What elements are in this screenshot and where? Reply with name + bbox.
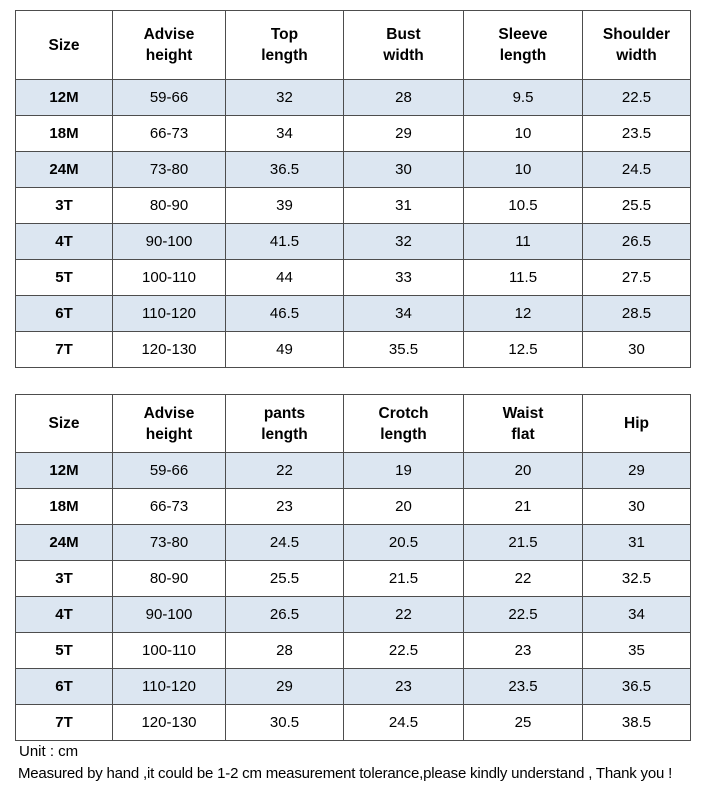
- measurement-cell: 32: [344, 224, 464, 260]
- measurement-cell: 10.5: [464, 188, 583, 224]
- measurement-cell: 32: [226, 80, 344, 116]
- measurement-cell: 10: [464, 116, 583, 152]
- measurement-cell: 9.5: [464, 80, 583, 116]
- table-row: [16, 188, 691, 224]
- measurement-cell: 36.5: [226, 152, 344, 188]
- measurement-cell: 21.5: [344, 561, 464, 597]
- measurement-cell: 24.5: [344, 705, 464, 741]
- measurement-cell: 28.5: [583, 296, 691, 332]
- measurement-cell: 28: [344, 80, 464, 116]
- table-row: [16, 489, 691, 525]
- header-shoulder-width: Shoulder width: [583, 11, 691, 80]
- measurement-cell: 38.5: [583, 705, 691, 741]
- measurement-cell: 44: [226, 260, 344, 296]
- measurement-cell: 22: [344, 597, 464, 633]
- measurement-cell: 23: [464, 633, 583, 669]
- measurement-cell: 80-90: [113, 188, 226, 224]
- table-row: [16, 296, 691, 332]
- table-row: [16, 525, 691, 561]
- table-row: [16, 80, 691, 116]
- measurement-cell: 31: [583, 525, 691, 561]
- header-hip: Hip: [583, 395, 691, 453]
- measurement-cell: 20: [464, 453, 583, 489]
- measurement-cell: 11.5: [464, 260, 583, 296]
- table-row: [16, 453, 691, 489]
- measurement-cell: 30: [583, 489, 691, 525]
- measurement-cell: 30.5: [226, 705, 344, 741]
- measurement-cell: 120-130: [113, 705, 226, 741]
- measurement-cell: 120-130: [113, 332, 226, 368]
- measurement-cell: 100-110: [113, 633, 226, 669]
- measurement-cell: 41.5: [226, 224, 344, 260]
- measurement-cell: 19: [344, 453, 464, 489]
- measurement-cell: 36.5: [583, 669, 691, 705]
- measurement-cell: 22: [226, 453, 344, 489]
- size-cell: 3T: [16, 188, 113, 224]
- measurement-cell: 23.5: [583, 116, 691, 152]
- unit-note: Unit : cm: [19, 743, 79, 760]
- measurement-cell: 20.5: [344, 525, 464, 561]
- size-cell: 6T: [16, 296, 113, 332]
- measurement-cell: 33: [344, 260, 464, 296]
- measurement-cell: 73-80: [113, 152, 226, 188]
- measurement-cell: 24.5: [226, 525, 344, 561]
- header-size: Size: [16, 11, 113, 80]
- measurement-cell: 29: [583, 453, 691, 489]
- size-cell: 4T: [16, 597, 113, 633]
- size-cell: 12M: [16, 453, 113, 489]
- measurement-cell: 90-100: [113, 224, 226, 260]
- bottom-table-body: [16, 453, 691, 741]
- measurement-cell: 22.5: [344, 633, 464, 669]
- measurement-cell: 27.5: [583, 260, 691, 296]
- table-row: [16, 260, 691, 296]
- table-row: [16, 332, 691, 368]
- measurement-cell: 25.5: [226, 561, 344, 597]
- size-cell: 18M: [16, 489, 113, 525]
- measurement-cell: 11: [464, 224, 583, 260]
- table-row: [16, 224, 691, 260]
- header-size: Size: [16, 395, 113, 453]
- measurement-cell: 30: [583, 332, 691, 368]
- measurement-cell: 26.5: [226, 597, 344, 633]
- measurement-cell: 32.5: [583, 561, 691, 597]
- table-row: [16, 705, 691, 741]
- measurement-cell: 29: [226, 669, 344, 705]
- header-bust-width: Bust width: [344, 11, 464, 80]
- table-header-row: [16, 11, 691, 80]
- measurement-cell: 31: [344, 188, 464, 224]
- top-table-body: [16, 80, 691, 368]
- measurement-cell: 23.5: [464, 669, 583, 705]
- table-header-row: [16, 395, 691, 453]
- measurement-cell: 59-66: [113, 453, 226, 489]
- measurement-cell: 34: [583, 597, 691, 633]
- size-cell: 12M: [16, 80, 113, 116]
- measurement-cell: 29: [344, 116, 464, 152]
- measurement-cell: 66-73: [113, 116, 226, 152]
- measurement-cell: 110-120: [113, 669, 226, 705]
- size-cell: 5T: [16, 260, 113, 296]
- table-row: [16, 633, 691, 669]
- measurement-cell: 90-100: [113, 597, 226, 633]
- header-waist-flat: Waist flat: [464, 395, 583, 453]
- tolerance-note: Measured by hand ,it could be 1-2 cm measurement tolerance,please kindly understand , Thank you !: [18, 765, 673, 782]
- bottom-size-table: [15, 394, 691, 741]
- measurement-cell: 80-90: [113, 561, 226, 597]
- measurement-cell: 100-110: [113, 260, 226, 296]
- measurement-cell: 73-80: [113, 525, 226, 561]
- size-cell: 7T: [16, 705, 113, 741]
- measurement-cell: 25.5: [583, 188, 691, 224]
- measurement-cell: 24.5: [583, 152, 691, 188]
- measurement-cell: 59-66: [113, 80, 226, 116]
- size-cell: 5T: [16, 633, 113, 669]
- measurement-cell: 28: [226, 633, 344, 669]
- measurement-cell: 46.5: [226, 296, 344, 332]
- header-crotch-length: Crotch length: [344, 395, 464, 453]
- measurement-cell: 49: [226, 332, 344, 368]
- table-row: [16, 152, 691, 188]
- measurement-cell: 39: [226, 188, 344, 224]
- measurement-cell: 34: [344, 296, 464, 332]
- table-row: [16, 561, 691, 597]
- table-row: [16, 116, 691, 152]
- measurement-cell: 22: [464, 561, 583, 597]
- measurement-cell: 25: [464, 705, 583, 741]
- measurement-cell: 26.5: [583, 224, 691, 260]
- header-top-length: Top length: [226, 11, 344, 80]
- measurement-cell: 10: [464, 152, 583, 188]
- header-sleeve-length: Sleeve length: [464, 11, 583, 80]
- measurement-cell: 110-120: [113, 296, 226, 332]
- size-cell: 24M: [16, 152, 113, 188]
- measurement-cell: 23: [226, 489, 344, 525]
- measurement-cell: 20: [344, 489, 464, 525]
- size-cell: 24M: [16, 525, 113, 561]
- measurement-cell: 12: [464, 296, 583, 332]
- size-cell: 4T: [16, 224, 113, 260]
- header-advise-height: Advise height: [113, 395, 226, 453]
- size-cell: 3T: [16, 561, 113, 597]
- size-cell: 7T: [16, 332, 113, 368]
- measurement-cell: 35: [583, 633, 691, 669]
- size-cell: 18M: [16, 116, 113, 152]
- header-advise-height: Advise height: [113, 11, 226, 80]
- table-row: [16, 597, 691, 633]
- measurement-cell: 30: [344, 152, 464, 188]
- header-pants-length: pants length: [226, 395, 344, 453]
- top-size-table: [15, 10, 691, 368]
- measurement-cell: 12.5: [464, 332, 583, 368]
- measurement-cell: 66-73: [113, 489, 226, 525]
- measurement-cell: 34: [226, 116, 344, 152]
- measurement-cell: 21: [464, 489, 583, 525]
- measurement-cell: 22.5: [583, 80, 691, 116]
- size-cell: 6T: [16, 669, 113, 705]
- measurement-cell: 22.5: [464, 597, 583, 633]
- table-row: [16, 669, 691, 705]
- measurement-cell: 23: [344, 669, 464, 705]
- measurement-cell: 35.5: [344, 332, 464, 368]
- measurement-cell: 21.5: [464, 525, 583, 561]
